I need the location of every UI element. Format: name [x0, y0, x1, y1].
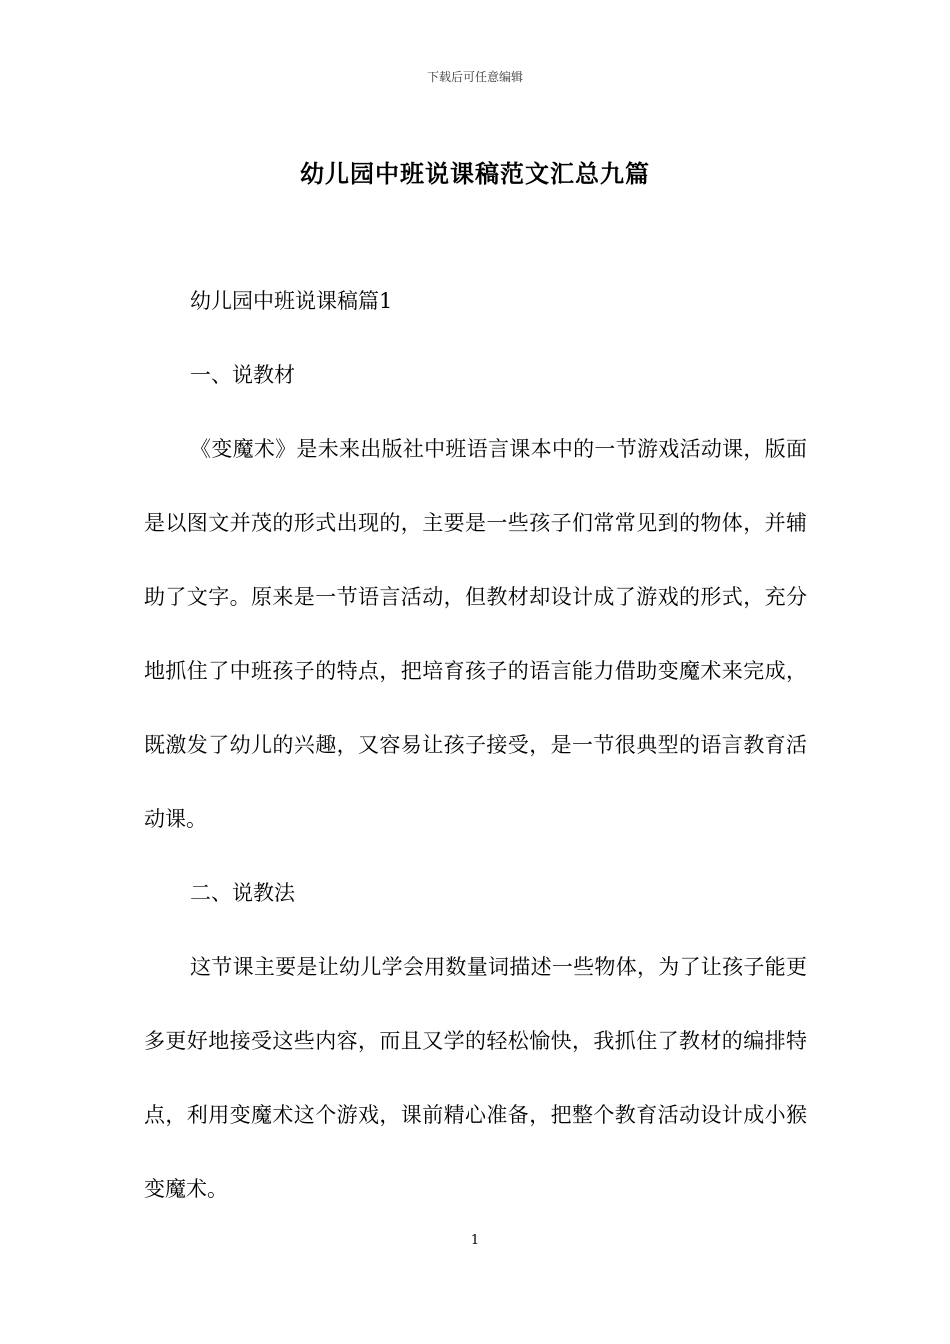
page-number: 1	[470, 1233, 480, 1248]
section-heading-teaching-method: 二、说教法	[190, 881, 295, 905]
section-heading-teaching-material: 一、说教材	[190, 363, 295, 387]
document-body	[144, 264, 807, 1226]
document-title: 幼儿园中班说课稿范文汇总九篇	[300, 159, 650, 188]
paragraph-teaching-method: 这节课主要是让幼儿学会用数量词描述一些物体，为了让孩子能更多更好地接受这些内容，而且又学的轻松愉快，我抓住了教材的编排特点，利用变魔术这个游戏，课前精心准备，把整个教育活动设计成小猴变魔术。	[144, 955, 807, 1201]
section-heading-lesson-1: 幼儿园中班说课稿篇1	[190, 289, 393, 313]
page-header-note: 下载后可任意编辑	[426, 70, 523, 84]
paragraph-teaching-material: 《变魔术》是未来出版社中班语言课本中的一节游戏活动课，版面是以图文并茂的形式出现的，主要是一些孩子们常常见到的物体，并辅助了文字。原来是一节语言活动，但教材却设计成了游戏的形式，充分地抓住了中班孩子的特点，把培育孩子的语言能力借助变魔术来完成，既激发了幼儿的兴趣，又容易让孩子接受，是一节很典型的语言教育活动课。	[144, 437, 807, 831]
